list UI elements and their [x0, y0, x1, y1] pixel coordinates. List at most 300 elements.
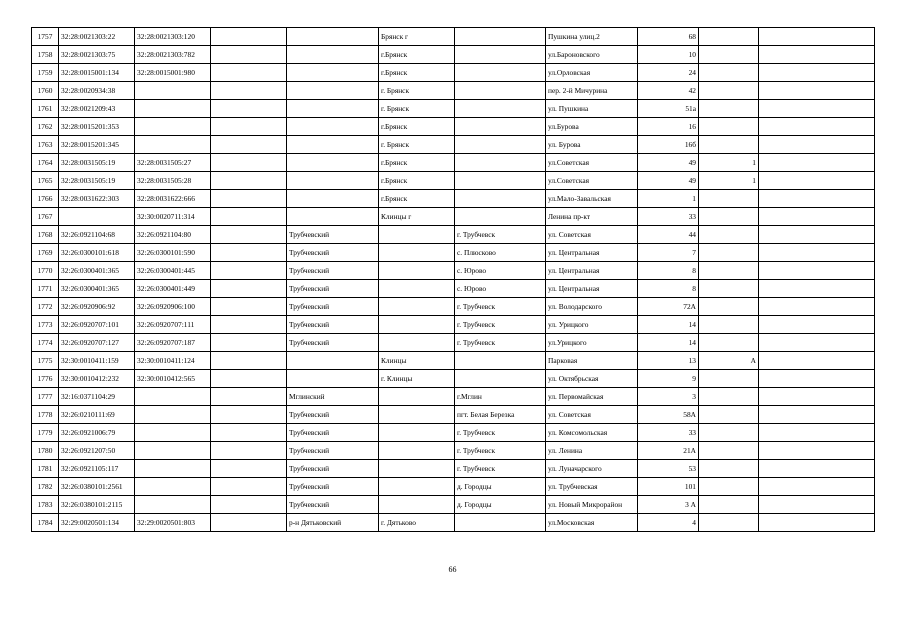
apartment-cell: [759, 298, 875, 316]
row-number-cell: 1775: [32, 352, 59, 370]
row-number-cell: 1776: [32, 370, 59, 388]
house-number-cell: 10: [638, 46, 699, 64]
house-number-cell: 14: [638, 316, 699, 334]
cadastral-number-cell: 32:30:0010412:232: [59, 370, 135, 388]
apartment-cell: [759, 226, 875, 244]
house-number-cell: 16: [638, 118, 699, 136]
apartment-cell: [759, 388, 875, 406]
district-cell: [287, 100, 379, 118]
cadastral-number-cell: 32:26:0921105:117: [59, 460, 135, 478]
building-cadastral-number-cell: 32:28:0021303:782: [135, 46, 211, 64]
table-row: [32, 424, 875, 442]
cadastral-number-cell: 32:26:0920906:92: [59, 298, 135, 316]
settlement-cell: г. Трубчевск: [455, 334, 546, 352]
row-number-cell: 1782: [32, 478, 59, 496]
district-cell: [287, 352, 379, 370]
building-cadastral-number-cell: 32:30:0010411:124: [135, 352, 211, 370]
district-cell: [287, 190, 379, 208]
table-row: [32, 316, 875, 334]
city-cell: г.Брянск: [379, 118, 455, 136]
district-cell: Мглинский: [287, 388, 379, 406]
extra-column-cell: [211, 370, 287, 388]
extra-column-cell: [211, 226, 287, 244]
table-row: [32, 64, 875, 82]
apartment-cell: [759, 496, 875, 514]
cadastral-number-cell: 32:28:0015201:345: [59, 136, 135, 154]
building-cell: [699, 298, 759, 316]
table-row: [32, 496, 875, 514]
city-cell: г.Брянск: [379, 154, 455, 172]
street-cell: ул. Центральная: [546, 244, 638, 262]
apartment-cell: [759, 46, 875, 64]
building-cadastral-number-cell: [135, 100, 211, 118]
building-cadastral-number-cell: 32:26:0920906:100: [135, 298, 211, 316]
building-cell: [699, 478, 759, 496]
house-number-cell: 4: [638, 514, 699, 532]
building-cadastral-number-cell: [135, 136, 211, 154]
apartment-cell: [759, 244, 875, 262]
settlement-cell: [455, 514, 546, 532]
cadastral-number-cell: 32:26:0300401:365: [59, 262, 135, 280]
table-row: [32, 406, 875, 424]
building-cadastral-number-cell: 32:26:0920707:187: [135, 334, 211, 352]
settlement-cell: г. Трубчевск: [455, 226, 546, 244]
building-cadastral-number-cell: [135, 496, 211, 514]
district-cell: Трубчевский: [287, 424, 379, 442]
house-number-cell: 49: [638, 154, 699, 172]
building-cell: [699, 46, 759, 64]
house-number-cell: 7: [638, 244, 699, 262]
row-number-cell: 1772: [32, 298, 59, 316]
apartment-cell: [759, 28, 875, 46]
house-number-cell: 21А: [638, 442, 699, 460]
city-cell: [379, 442, 455, 460]
building-cell: [699, 460, 759, 478]
extra-column-cell: [211, 244, 287, 262]
row-number-cell: 1765: [32, 172, 59, 190]
row-number-cell: 1771: [32, 280, 59, 298]
settlement-cell: г. Трубчевск: [455, 442, 546, 460]
row-number-cell: 1773: [32, 316, 59, 334]
building-cell: [699, 226, 759, 244]
extra-column-cell: [211, 352, 287, 370]
settlement-cell: [455, 208, 546, 226]
house-number-cell: 1: [638, 190, 699, 208]
cadastral-number-cell: 32:26:0300101:618: [59, 244, 135, 262]
building-cell: [699, 208, 759, 226]
house-number-cell: 101: [638, 478, 699, 496]
extra-column-cell: [211, 424, 287, 442]
extra-column-cell: [211, 334, 287, 352]
district-cell: Трубчевский: [287, 298, 379, 316]
table-row: [32, 352, 875, 370]
street-cell: ул. Советская: [546, 226, 638, 244]
street-cell: ул.Урицкого: [546, 334, 638, 352]
street-cell: ул. Урицкого: [546, 316, 638, 334]
building-cadastral-number-cell: 32:29:0020501:803: [135, 514, 211, 532]
building-cell: [699, 496, 759, 514]
cadastral-number-cell: 32:28:0021303:22: [59, 28, 135, 46]
city-cell: г. Клинцы: [379, 370, 455, 388]
street-cell: ул. Бурова: [546, 136, 638, 154]
table-row: [32, 82, 875, 100]
street-cell: ул.Бароновского: [546, 46, 638, 64]
apartment-cell: [759, 82, 875, 100]
cadastral-number-cell: 32:26:0921006:79: [59, 424, 135, 442]
district-cell: Трубчевский: [287, 496, 379, 514]
street-cell: ул. Володарского: [546, 298, 638, 316]
house-number-cell: 53: [638, 460, 699, 478]
street-cell: ул. Первомайская: [546, 388, 638, 406]
apartment-cell: [759, 334, 875, 352]
apartment-cell: [759, 100, 875, 118]
street-cell: пер. 2-й Мичурина: [546, 82, 638, 100]
house-number-cell: 13: [638, 352, 699, 370]
building-cadastral-number-cell: 32:28:0031505:28: [135, 172, 211, 190]
street-cell: ул. Луначарского: [546, 460, 638, 478]
building-cadastral-number-cell: 32:28:0031505:27: [135, 154, 211, 172]
district-cell: Трубчевский: [287, 334, 379, 352]
table-body: [32, 28, 875, 532]
table-row: [32, 388, 875, 406]
table-row: [32, 190, 875, 208]
settlement-cell: [455, 352, 546, 370]
row-number-cell: 1757: [32, 28, 59, 46]
settlement-cell: г. Трубчевск: [455, 424, 546, 442]
apartment-cell: [759, 478, 875, 496]
cadastral-number-cell: 32:26:0380101:2561: [59, 478, 135, 496]
house-number-cell: 14: [638, 334, 699, 352]
street-cell: ул. Трубчевская: [546, 478, 638, 496]
district-cell: [287, 208, 379, 226]
building-cadastral-number-cell: [135, 118, 211, 136]
row-number-cell: 1780: [32, 442, 59, 460]
settlement-cell: с. Плюсково: [455, 244, 546, 262]
table-row: [32, 226, 875, 244]
building-cadastral-number-cell: 32:30:0020711:314: [135, 208, 211, 226]
table-row: [32, 28, 875, 46]
house-number-cell: 8: [638, 262, 699, 280]
house-number-cell: 8: [638, 280, 699, 298]
cadastral-number-cell: 32:28:0015001:134: [59, 64, 135, 82]
building-cell: [699, 370, 759, 388]
cadastral-number-cell: 32:28:0031622:303: [59, 190, 135, 208]
cadastral-number-cell: 32:16:0371104:29: [59, 388, 135, 406]
city-cell: г.Брянск: [379, 64, 455, 82]
table-row: [32, 136, 875, 154]
settlement-cell: [455, 46, 546, 64]
building-cadastral-number-cell: 32:28:0031622:666: [135, 190, 211, 208]
settlement-cell: [455, 136, 546, 154]
city-cell: [379, 280, 455, 298]
extra-column-cell: [211, 172, 287, 190]
apartment-cell: [759, 118, 875, 136]
table-row: [32, 46, 875, 64]
building-cadastral-number-cell: 32:26:0921104:80: [135, 226, 211, 244]
building-cadastral-number-cell: [135, 388, 211, 406]
street-cell: ул. Ленина: [546, 442, 638, 460]
building-cell: [699, 406, 759, 424]
extra-column-cell: [211, 136, 287, 154]
building-cell: 1: [699, 172, 759, 190]
building-cell: [699, 442, 759, 460]
building-cadastral-number-cell: [135, 424, 211, 442]
cadastral-number-cell: 32:26:0921207:50: [59, 442, 135, 460]
extra-column-cell: [211, 316, 287, 334]
extra-column-cell: [211, 208, 287, 226]
house-number-cell: 44: [638, 226, 699, 244]
extra-column-cell: [211, 406, 287, 424]
row-number-cell: 1770: [32, 262, 59, 280]
table-row: [32, 298, 875, 316]
table-row: [32, 154, 875, 172]
settlement-cell: [455, 190, 546, 208]
settlement-cell: г. Трубчевск: [455, 298, 546, 316]
settlement-cell: [455, 100, 546, 118]
building-cell: [699, 100, 759, 118]
building-cadastral-number-cell: 32:26:0300401:445: [135, 262, 211, 280]
house-number-cell: 58А: [638, 406, 699, 424]
settlement-cell: д. Городцы: [455, 478, 546, 496]
extra-column-cell: [211, 190, 287, 208]
table-row: [32, 460, 875, 478]
building-cadastral-number-cell: 32:26:0920707:111: [135, 316, 211, 334]
city-cell: Брянск г: [379, 28, 455, 46]
apartment-cell: [759, 370, 875, 388]
building-cell: [699, 244, 759, 262]
house-number-cell: 24: [638, 64, 699, 82]
district-cell: [287, 64, 379, 82]
house-number-cell: 9: [638, 370, 699, 388]
city-cell: [379, 334, 455, 352]
city-cell: г. Брянск: [379, 136, 455, 154]
building-cadastral-number-cell: [135, 442, 211, 460]
table-row: [32, 172, 875, 190]
city-cell: г.Брянск: [379, 172, 455, 190]
table-row: [32, 262, 875, 280]
house-number-cell: 42: [638, 82, 699, 100]
table-row: [32, 118, 875, 136]
street-cell: ул.Орловская: [546, 64, 638, 82]
row-number-cell: 1764: [32, 154, 59, 172]
house-number-cell: 33: [638, 424, 699, 442]
row-number-cell: 1783: [32, 496, 59, 514]
city-cell: [379, 298, 455, 316]
apartment-cell: [759, 262, 875, 280]
extra-column-cell: [211, 82, 287, 100]
building-cadastral-number-cell: [135, 406, 211, 424]
settlement-cell: г.Мглин: [455, 388, 546, 406]
district-cell: [287, 46, 379, 64]
row-number-cell: 1767: [32, 208, 59, 226]
row-number-cell: 1768: [32, 226, 59, 244]
building-cell: [699, 316, 759, 334]
row-number-cell: 1758: [32, 46, 59, 64]
apartment-cell: [759, 136, 875, 154]
extra-column-cell: [211, 262, 287, 280]
cadastral-number-cell: 32:28:0031505:19: [59, 154, 135, 172]
building-cell: [699, 190, 759, 208]
city-cell: [379, 424, 455, 442]
apartment-cell: [759, 514, 875, 532]
extra-column-cell: [211, 298, 287, 316]
street-cell: ул.Мало-Завальская: [546, 190, 638, 208]
row-number-cell: 1763: [32, 136, 59, 154]
cadastral-number-cell: 32:26:0920707:101: [59, 316, 135, 334]
apartment-cell: [759, 352, 875, 370]
settlement-cell: пгт. Белая Березка: [455, 406, 546, 424]
house-number-cell: 68: [638, 28, 699, 46]
table-row: [32, 370, 875, 388]
building-cadastral-number-cell: [135, 478, 211, 496]
row-number-cell: 1779: [32, 424, 59, 442]
settlement-cell: [455, 64, 546, 82]
district-cell: [287, 118, 379, 136]
building-cadastral-number-cell: [135, 82, 211, 100]
cadastral-number-cell: 32:26:0920707:127: [59, 334, 135, 352]
row-number-cell: 1760: [32, 82, 59, 100]
building-cell: [699, 64, 759, 82]
street-cell: ул. Новый Микрорайон: [546, 496, 638, 514]
apartment-cell: [759, 64, 875, 82]
table-row: [32, 208, 875, 226]
district-cell: [287, 28, 379, 46]
extra-column-cell: [211, 118, 287, 136]
street-cell: ул. Октябрьская: [546, 370, 638, 388]
street-cell: Пушкина улиц.2: [546, 28, 638, 46]
city-cell: [379, 226, 455, 244]
extra-column-cell: [211, 154, 287, 172]
house-number-cell: 16б: [638, 136, 699, 154]
building-cell: [699, 118, 759, 136]
cadastral-number-cell: 32:26:0921104:68: [59, 226, 135, 244]
table-row: [32, 442, 875, 460]
cadastral-number-cell: 32:28:0020934:38: [59, 82, 135, 100]
row-number-cell: 1778: [32, 406, 59, 424]
settlement-cell: с. Юрово: [455, 262, 546, 280]
city-cell: г. Брянск: [379, 100, 455, 118]
row-number-cell: 1784: [32, 514, 59, 532]
apartment-cell: [759, 154, 875, 172]
apartment-cell: [759, 172, 875, 190]
city-cell: [379, 262, 455, 280]
cadastral-number-cell: 32:29:0020501:134: [59, 514, 135, 532]
extra-column-cell: [211, 100, 287, 118]
cadastral-number-cell: 32:28:0031505:19: [59, 172, 135, 190]
settlement-cell: [455, 82, 546, 100]
house-number-cell: 72А: [638, 298, 699, 316]
building-cadastral-number-cell: [135, 460, 211, 478]
district-cell: Трубчевский: [287, 316, 379, 334]
extra-column-cell: [211, 460, 287, 478]
house-number-cell: 33: [638, 208, 699, 226]
street-cell: ул. Советская: [546, 406, 638, 424]
apartment-cell: [759, 406, 875, 424]
city-cell: [379, 388, 455, 406]
cadastral-number-cell: 32:28:0021209:43: [59, 100, 135, 118]
city-cell: [379, 478, 455, 496]
extra-column-cell: [211, 388, 287, 406]
cadastral-number-cell: 32:26:0210111:69: [59, 406, 135, 424]
settlement-cell: [455, 118, 546, 136]
street-cell: ул. Центральная: [546, 280, 638, 298]
building-cell: [699, 514, 759, 532]
apartment-cell: [759, 208, 875, 226]
table-row: [32, 100, 875, 118]
city-cell: [379, 406, 455, 424]
district-cell: Трубчевский: [287, 226, 379, 244]
table-row: [32, 244, 875, 262]
cadastral-number-cell: 32:26:0380101:2115: [59, 496, 135, 514]
building-cell: [699, 262, 759, 280]
apartment-cell: [759, 424, 875, 442]
building-cadastral-number-cell: 32:26:0300401:449: [135, 280, 211, 298]
house-number-cell: 3 А: [638, 496, 699, 514]
extra-column-cell: [211, 478, 287, 496]
apartment-cell: [759, 460, 875, 478]
building-cadastral-number-cell: 32:26:0300101:590: [135, 244, 211, 262]
house-number-cell: 3: [638, 388, 699, 406]
cadastral-number-cell: 32:26:0300401:365: [59, 280, 135, 298]
row-number-cell: 1777: [32, 388, 59, 406]
district-cell: Трубчевский: [287, 262, 379, 280]
building-cadastral-number-cell: 32:30:0010412:565: [135, 370, 211, 388]
city-cell: [379, 460, 455, 478]
row-number-cell: 1761: [32, 100, 59, 118]
city-cell: Клинцы г: [379, 208, 455, 226]
city-cell: [379, 244, 455, 262]
apartment-cell: [759, 280, 875, 298]
apartment-cell: [759, 442, 875, 460]
street-cell: ул.Московская: [546, 514, 638, 532]
district-cell: [287, 136, 379, 154]
street-cell: ул.Советская: [546, 172, 638, 190]
district-cell: [287, 172, 379, 190]
page-number: 66: [448, 565, 457, 574]
building-cell: [699, 334, 759, 352]
row-number-cell: 1769: [32, 244, 59, 262]
street-cell: ул. Центральная: [546, 262, 638, 280]
street-cell: ул.Советская: [546, 154, 638, 172]
street-cell: Парковая: [546, 352, 638, 370]
cadastral-number-cell: 32:28:0021303:75: [59, 46, 135, 64]
building-cadastral-number-cell: 32:28:0015001:980: [135, 64, 211, 82]
city-cell: г. Дятьково: [379, 514, 455, 532]
district-cell: Трубчевский: [287, 478, 379, 496]
settlement-cell: г. Трубчевск: [455, 316, 546, 334]
street-cell: Ленина пр-кт: [546, 208, 638, 226]
extra-column-cell: [211, 280, 287, 298]
district-cell: Трубчевский: [287, 406, 379, 424]
city-cell: [379, 496, 455, 514]
building-cell: [699, 136, 759, 154]
settlement-cell: [455, 172, 546, 190]
extra-column-cell: [211, 442, 287, 460]
table-row: [32, 478, 875, 496]
settlement-cell: д. Городцы: [455, 496, 546, 514]
row-number-cell: 1762: [32, 118, 59, 136]
cadastral-number-cell: [59, 208, 135, 226]
street-cell: ул.Бурова: [546, 118, 638, 136]
settlement-cell: [455, 154, 546, 172]
settlement-cell: с. Юрово: [455, 280, 546, 298]
city-cell: [379, 316, 455, 334]
house-number-cell: 51а: [638, 100, 699, 118]
row-number-cell: 1774: [32, 334, 59, 352]
district-cell: [287, 154, 379, 172]
extra-column-cell: [211, 514, 287, 532]
building-cadastral-number-cell: 32:28:0021303:120: [135, 28, 211, 46]
